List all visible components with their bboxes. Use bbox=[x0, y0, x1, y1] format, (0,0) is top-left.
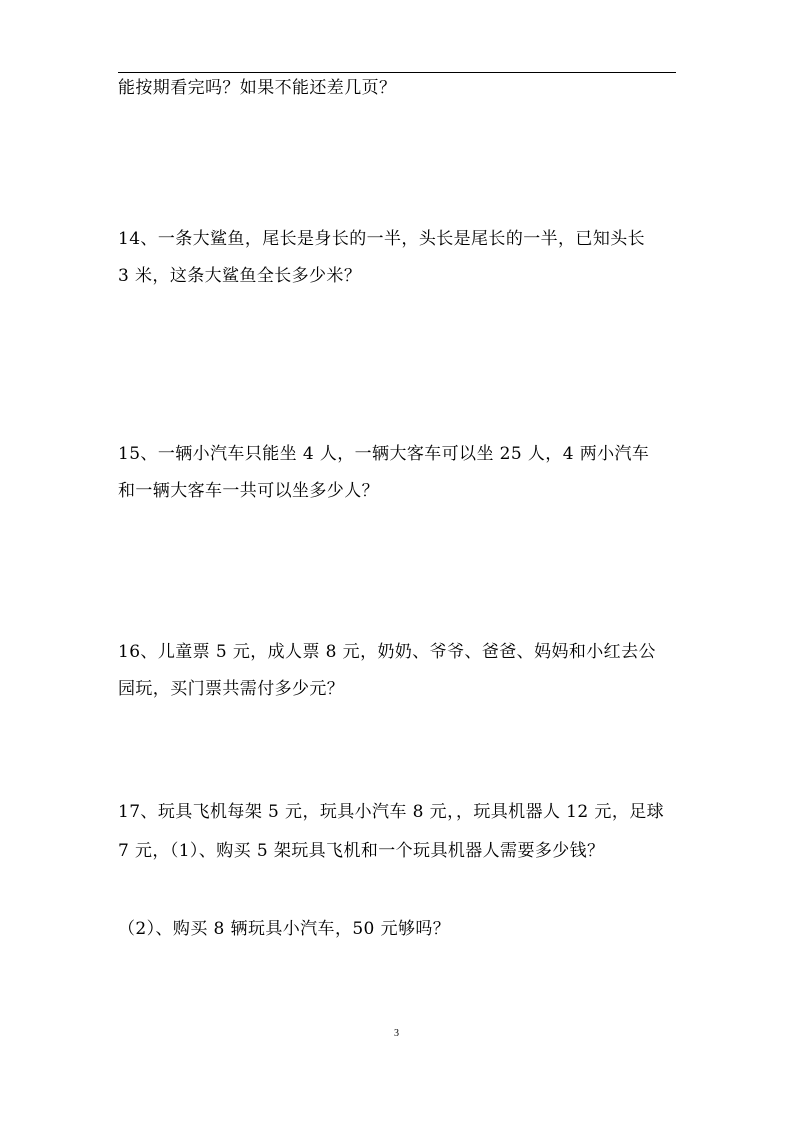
question-17-line-1: 17、玩具飞机每架 5 元，玩具小汽车 8 元，，玩具机器人 12 元，足球 bbox=[118, 802, 665, 822]
question-16-line-1: 16、儿童票 5 元，成人票 8 元，奶奶、爷爷、爸爸、妈妈和小红去公 bbox=[118, 642, 656, 662]
question-17-line-2: 7 元，（1）、购买 5 架玩具飞机和一个玩具机器人需要多少钱？ bbox=[118, 841, 605, 861]
question-15-line-1: 15、一辆小汽车只能坐 4 人，一辆大客车可以坐 25 人，4 两小汽车 bbox=[118, 444, 650, 464]
page-number: 3 bbox=[394, 1028, 399, 1039]
header-rule bbox=[118, 72, 676, 73]
question-14-line-1: 14、一条大鲨鱼，尾长是身长的一半，头长是尾长的一半，已知头长 bbox=[118, 229, 646, 249]
question-17-line-3: （2）、购买 8 辆玩具小汽车，50 元够吗？ bbox=[118, 919, 451, 939]
question-16-line-2: 园玩，买门票共需付多少元？ bbox=[118, 679, 345, 699]
question-14-line-2: 3 米，这条大鲨鱼全长多少米？ bbox=[118, 266, 362, 286]
question-15-line-2: 和一辆大客车一共可以坐多少人？ bbox=[118, 481, 379, 501]
carryover-question-text: 能按期看完吗？如果不能还差几页？ bbox=[118, 78, 397, 98]
